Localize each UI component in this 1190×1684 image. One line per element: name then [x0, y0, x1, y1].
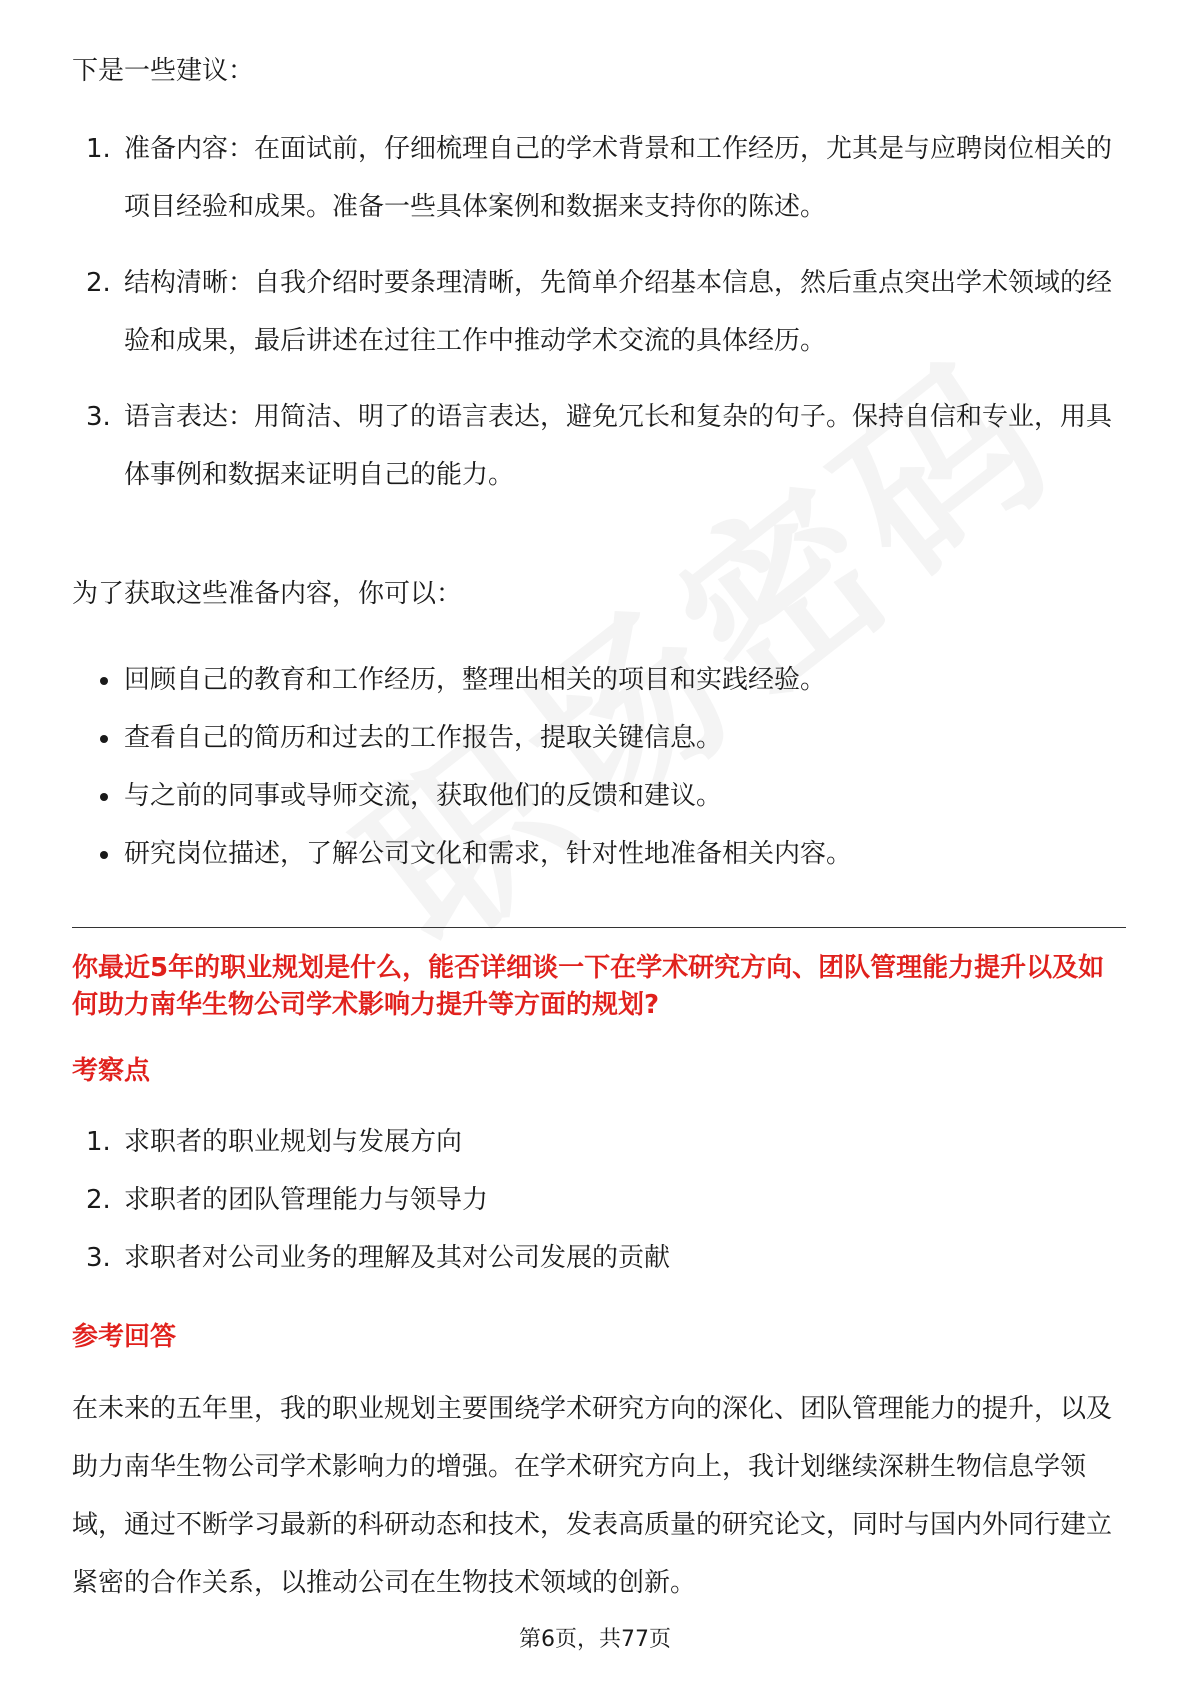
list-item — [72, 254, 1126, 388]
focus-list — [72, 1113, 1126, 1287]
item-text: 求职者的团队管理能力与领导力 — [124, 1185, 489, 1215]
bullet-icon — [100, 735, 108, 743]
item-number: 3. — [86, 1243, 111, 1273]
interview-question: 你最近5年的职业规划是什么，能否详细谈一下在学术研究方向、团队管理能力提升以及如何助力南华生物公司学术影响力提升等方面的规划? — [72, 953, 1105, 1020]
suggestion-list — [72, 120, 1126, 522]
intro-text: 下是一些建议： — [72, 56, 255, 86]
list-item — [72, 767, 1126, 825]
item-number: 1. — [86, 134, 111, 164]
list-item — [72, 1171, 1126, 1229]
item-text: 结构清晰：自我介绍时要条理清晰，先简单介绍基本信息，然后重点突出学术领域的经验和成果，最后讲述在过往工作中推动学术交流的具体经历。 — [124, 268, 1113, 356]
prep-list — [72, 651, 1126, 883]
item-text: 语言表达：用简洁、明了的语言表达，避免冗长和复杂的句子。保持自信和专业，用具体事例和数据来证明自己的能力。 — [124, 402, 1113, 490]
bullet-icon — [100, 677, 108, 685]
item-number: 3. — [86, 402, 111, 432]
list-item — [72, 1229, 1126, 1287]
list-item — [72, 709, 1126, 767]
item-text: 求职者的职业规划与发展方向 — [124, 1127, 463, 1157]
item-text: 研究岗位描述，了解公司文化和需求，针对性地准备相关内容。 — [124, 839, 853, 869]
item-text: 回顾自己的教育和工作经历，整理出相关的项目和实践经验。 — [124, 665, 827, 695]
list-item — [72, 651, 1126, 709]
item-number: 1. — [86, 1127, 111, 1157]
item-text: 查看自己的简历和过去的工作报告，提取关键信息。 — [124, 723, 723, 753]
item-text: 与之前的同事或导师交流，获取他们的反馈和建议。 — [124, 781, 723, 811]
list-item — [72, 388, 1126, 522]
item-text: 准备内容：在面试前，仔细梳理自己的学术背景和工作经历，尤其是与应聘岗位相关的项目经验和成果。准备一些具体案例和数据来支持你的陈述。 — [124, 134, 1113, 222]
item-number: 2. — [86, 268, 111, 298]
list-item — [72, 1113, 1126, 1171]
bullet-icon — [100, 793, 108, 801]
answer-text: 在未来的五年里，我的职业规划主要围绕学术研究方向的深化、团队管理能力的提升，以及助力南华生物公司学术影响力的增强。在学术研究方向上，我计划继续深耕生物信息学领域，通过不断学习最新的科研动态和技术，发表高质量的研究论文，同时与国内外同行建立紧密的合作关系，以推动公司在生物技术领域的创新。 — [72, 1394, 1113, 1598]
item-number: 2. — [86, 1185, 111, 1215]
item-text: 求职者对公司业务的理解及其对公司发展的贡献 — [124, 1243, 671, 1273]
prep-intro: 为了获取这些准备内容，你可以： — [72, 579, 463, 609]
list-item — [72, 120, 1126, 254]
list-item — [72, 825, 1126, 883]
section-divider — [72, 927, 1126, 928]
bullet-icon — [100, 851, 108, 859]
answer-heading: 参考回答 — [72, 1322, 177, 1352]
page-number: 第6页，共77页 — [519, 1627, 671, 1652]
focus-heading: 考察点 — [72, 1056, 151, 1086]
